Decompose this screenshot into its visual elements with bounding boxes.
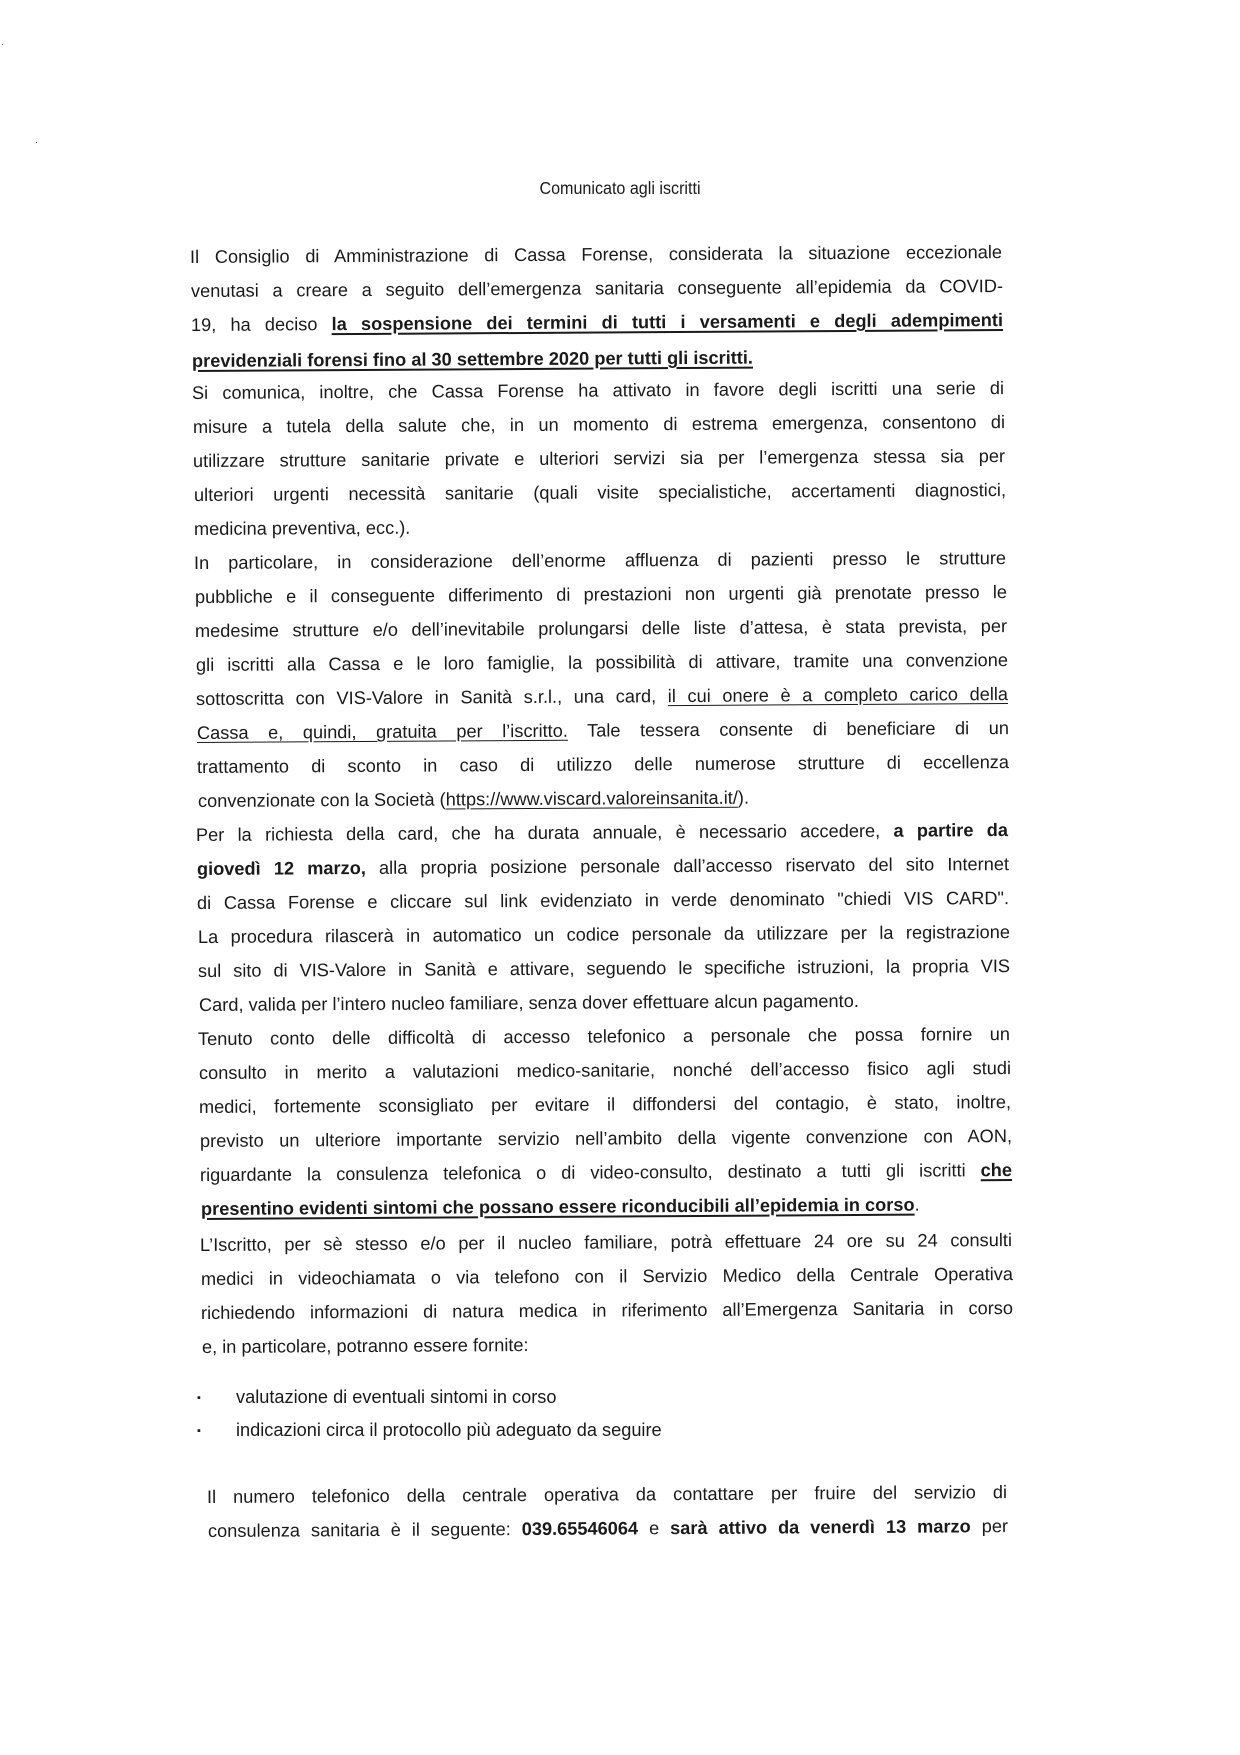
- text-line: [192, 377, 1004, 404]
- text-span: L’Iscritto, per sè stesso e/o per il nucleo familiare, potrà effettuare 24 ore su 24 consulti: [199, 1230, 1013, 1255]
- emphasized-text: previdenziali forensi fino al 30 settembre 2020 per tutti gli iscritti.: [191, 347, 753, 371]
- text-line: [197, 751, 1009, 778]
- scan-speck: [36, 142, 37, 143]
- text-span: pubbliche e il conseguente differimento di prestazioni non urgenti già prenotate presso le: [194, 582, 1007, 607]
- text-span: medicina preventiva, ecc.).: [193, 517, 411, 539]
- text-line: [197, 887, 1009, 914]
- text-span: previsto un ulteriore importante servizio nell’ambito della vigente convenzione con AON,: [199, 1126, 1012, 1151]
- text-line: [197, 921, 1009, 948]
- text-span: Cassa e, quindi, gratuita per l’iscritto.: [196, 720, 568, 743]
- text-span: Si comunica, inoltre, che Cassa Forense ha attivato in favore degli iscritti una serie di: [191, 378, 1005, 403]
- text-span: di Cassa Forense e cliccare sul link evidenziato in verde denominato "chiedi VIS CARD".: [196, 888, 1010, 913]
- text-line: [191, 309, 1003, 336]
- text-span: medici in videochiamata o via telefono con il Servizio Medico della Centrale Operativa: [200, 1264, 1013, 1289]
- emphasized-text: presentino evidenti sintomi che possano essere riconducibili all’epidemia in corso: [200, 1194, 915, 1219]
- text-line: [200, 1193, 1012, 1220]
- text-span: alla propria posizione personale dall’accesso riservato del sito Internet: [365, 854, 1009, 878]
- text-span: consulto in merito a valutazioni medico-sanitarie, nonché dell’accesso fisico agli studi: [198, 1058, 1011, 1083]
- emphasized-text: la sospensione dei termini di tutti i versamenti e degli adempimenti: [331, 310, 1004, 335]
- text-span: riguardante la consulenza telefonica o di video-consulto, destinato a tutti gli iscritti: [199, 1160, 981, 1185]
- bullet-icon: ▪: [197, 1425, 201, 1437]
- text-line: [197, 785, 1009, 812]
- text-line: [198, 989, 1010, 1016]
- bullet-text: valutazione di eventuali sintomi in corso: [236, 1387, 557, 1407]
- text-span: La procedura rilascerà in automatico un codice personale da utilizzare per la registrazione: [197, 922, 1010, 947]
- phone-number: 039.65546064: [521, 1518, 639, 1540]
- text-span: Tenuto conto delle difficoltà di accesso telefonico a personale che possa fornire un: [197, 1024, 1011, 1049]
- activation-date: sarà attivo da venerdì 13 marzo: [670, 1516, 971, 1539]
- text-line: [191, 345, 1003, 372]
- text-line: [190, 275, 1002, 302]
- text-span: In particolare, in considerazione dell’enorme affluenza di pazienti presso le strutture: [193, 548, 1007, 573]
- text-line: [194, 513, 1006, 540]
- text-span: utilizzare strutture sanitarie private e ulteriori servizi sia per l’emergenza stessa sia per: [192, 446, 1006, 471]
- text-line: [200, 1229, 1012, 1256]
- text-line: [201, 1331, 1013, 1358]
- closing-line-1: Il numero telefonico della centrale operativa da contattare per fruire del servizio di: [206, 1482, 1008, 1507]
- text-span: ).: [737, 787, 749, 808]
- text-span: medici, fortemente sconsigliato per evitare il diffondersi del contagio, è stato, inoltre,: [198, 1092, 1012, 1117]
- text-line: [199, 1125, 1011, 1152]
- text-span: gli iscritti alla Cassa e le loro famiglie, la possibilità di attivare, tramite una convenzione: [195, 650, 1008, 675]
- website-link[interactable]: https://www.viscard.valoreinsanita.it/: [445, 787, 738, 810]
- text-line: [200, 1159, 1012, 1186]
- text-span: misure a tutela della salute che, in un momento di estrema emergenza, consentono di: [192, 412, 1005, 437]
- text-span: .: [913, 1194, 920, 1215]
- closing-text: consulenza sanitaria è il seguente:: [207, 1519, 522, 1541]
- text-line: [194, 581, 1006, 608]
- text-line: [198, 1057, 1010, 1084]
- text-line: [195, 615, 1007, 642]
- text-line: [198, 1023, 1010, 1050]
- text-line: [201, 1297, 1013, 1324]
- text-line: [196, 683, 1008, 710]
- text-line: [200, 1263, 1012, 1290]
- text-span: e, in particolare, potranno essere fornite:: [201, 1335, 529, 1357]
- text-span: convenzionate con la Società (: [197, 789, 446, 811]
- closing-line-2: [208, 1515, 1008, 1542]
- text-span: trattamento di sconto in caso di utilizzo delle numerose strutture di eccellenza: [196, 752, 1010, 777]
- bullet-icon: ▪: [197, 1392, 201, 1404]
- text-span: richiedendo informazioni di natura medica in riferimento all’Emergenza Sanitaria in corso: [200, 1298, 1014, 1323]
- text-span: il cui onere è a completo carico della: [667, 684, 1009, 707]
- text-span: venutasi a creare a seguito dell’emergenza sanitaria conseguente all’epidemia da COVID-: [190, 276, 1003, 301]
- text-line: [193, 479, 1005, 506]
- bullet-text: indicazioni circa il protocollo più adeguato da seguire: [236, 1420, 662, 1440]
- closing-text: per: [970, 1516, 1009, 1537]
- text-span: Il Consiglio di Amministrazione di Cassa Forense, considerata la situazione eccezionale: [189, 242, 1003, 267]
- text-span: Tale tessera consente di beneficiare di un: [567, 718, 1009, 741]
- text-span: sottoscritta con VIS-Valore in Sanità s.r.l., una card,: [195, 686, 668, 709]
- text-span: a partire da: [893, 820, 1009, 841]
- text-line: [199, 1091, 1011, 1118]
- scan-speck: [2, 44, 3, 45]
- text-line: [196, 717, 1008, 744]
- closing-text: e: [638, 1518, 671, 1539]
- text-span: Card, valida per l’intero nucleo familiare, senza dover effettuare alcun pagamento.: [198, 990, 859, 1015]
- text-line: [192, 411, 1004, 438]
- text-line: [194, 547, 1006, 574]
- text-line: [196, 819, 1008, 846]
- text-span: sul sito di VIS-Valore in Sanità e attivare, seguendo le specifiche istruzioni, la propria VIS: [197, 956, 1011, 981]
- text-span: ulteriori urgenti necessità sanitarie (quali visite specialistiche, accertamenti diagnostici,: [193, 480, 1006, 505]
- text-line: [193, 445, 1005, 472]
- text-line: [195, 649, 1007, 676]
- text-span: Per la richiesta della card, che ha durata annuale, è necessario accedere,: [195, 820, 894, 845]
- document-title: Comunicato agli iscritti: [539, 178, 701, 198]
- text-line: [196, 853, 1008, 880]
- emphasized-text: che: [980, 1160, 1013, 1181]
- text-span: 19, ha deciso: [190, 314, 332, 335]
- text-span: medesime strutture e/o dell’inevitabile prolungarsi delle liste d’attesa, è stata prevista, per: [194, 616, 1008, 641]
- text-span: giovedì 12 marzo,: [196, 857, 366, 879]
- text-line: [198, 955, 1010, 982]
- text-line: [190, 241, 1002, 268]
